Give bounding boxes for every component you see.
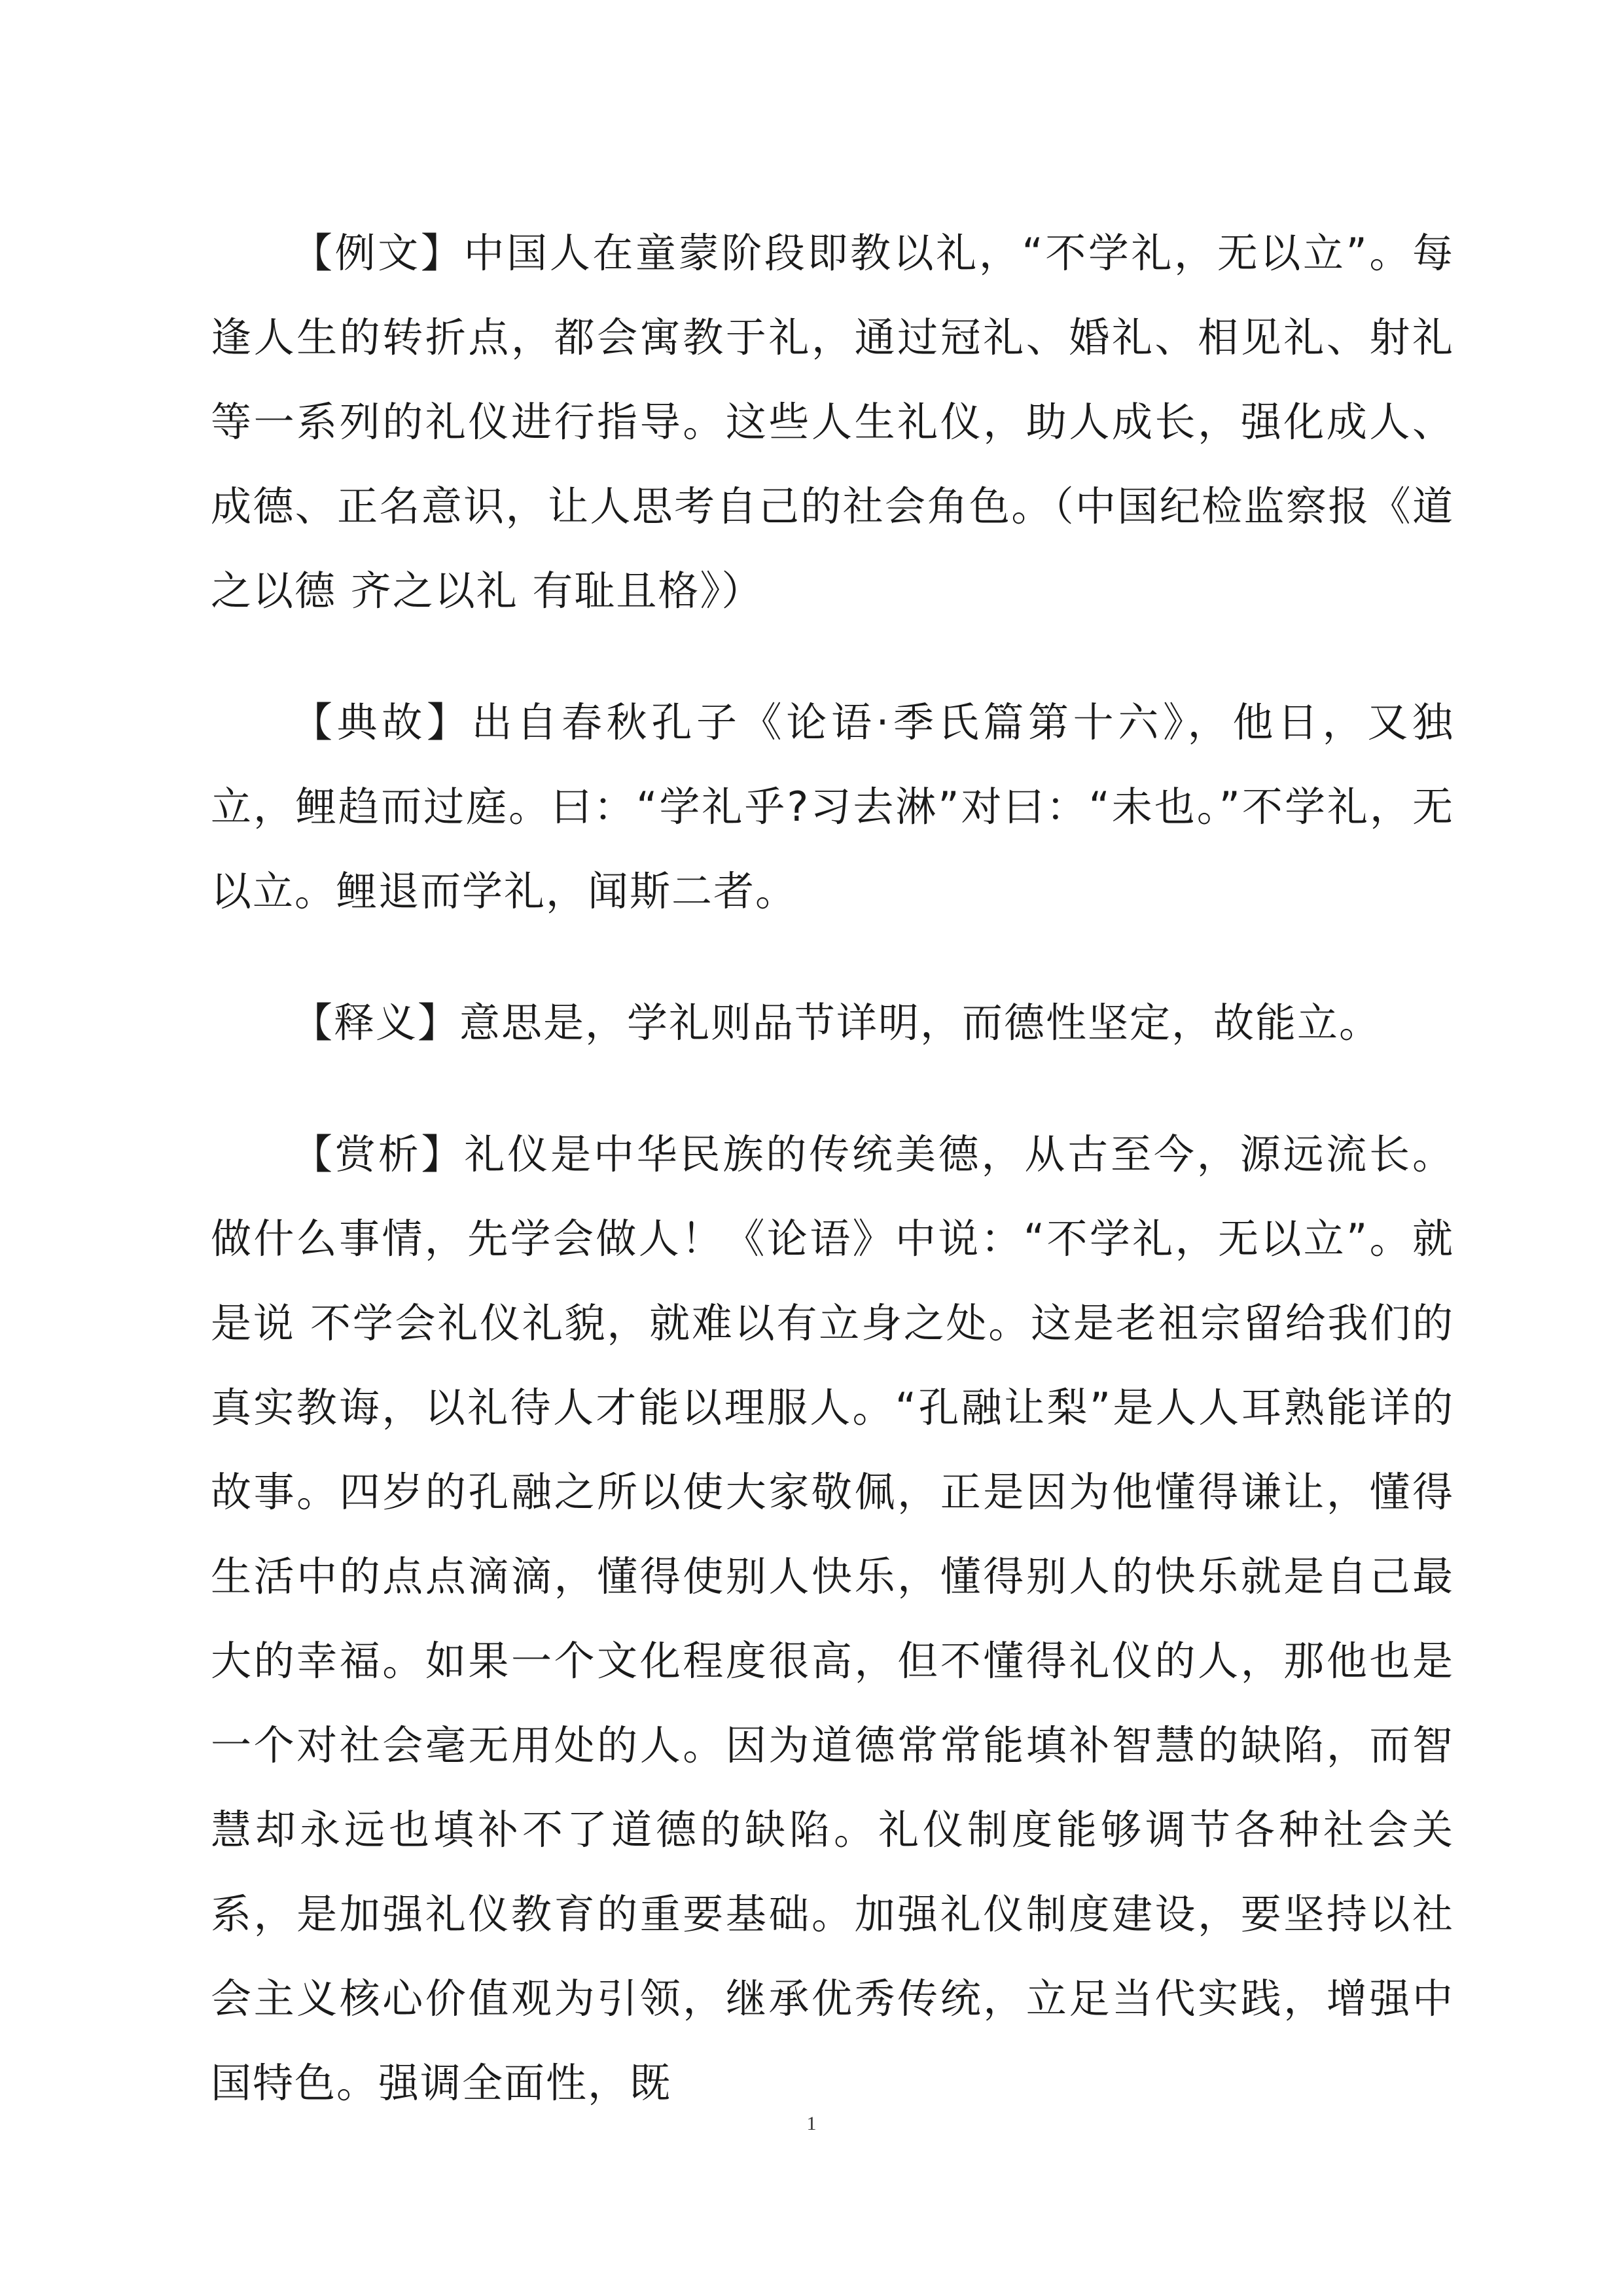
paragraph-allusion — [211, 680, 1454, 933]
paragraph-appreciation — [211, 1112, 1454, 2125]
paragraph-example — [211, 211, 1454, 633]
text-allusion: 出自春秋孔子《论语·季氏篇第十六》，他日，又独立，鲤趋而过庭。曰：“学礼乎?习去淋”对曰：“未也。”不学礼，无以立。鲤退而学礼，闻斯二者。 — [211, 698, 1454, 915]
tag-example: 【例文】 — [292, 229, 464, 277]
document-body — [211, 211, 1454, 2172]
tag-allusion: 【典故】 — [292, 698, 472, 746]
page-number: 1 — [806, 2113, 817, 2134]
text-example: 中国人在童蒙阶段即教以礼，“不学礼，无以立”。每逢人生的转折点，都会寓教于礼，通过冠礼、婚礼、相见礼、射礼等一系列的礼仪进行指导。这些人生礼仪，助人成长，强化成人、成德、正名意识，让人思考自己的社会角色。（中国纪检监察报《道之以德 齐之以礼 有耻且格》） — [211, 229, 1454, 615]
tag-interpretation: 【释义】 — [292, 999, 460, 1047]
tag-appreciation: 【赏析】 — [292, 1130, 465, 1178]
text-appreciation: 礼仪是中华民族的传统美德，从古至今，源远流长。做什么事情，先学会做人！《论语》中说：“不学礼，无以立”。就是说 不学会礼仪礼貌，就难以有立身之处。这是老祖宗留给我们的真实教诲，以礼待人才能以理服人。“孔融让梨”是人人耳熟能详的故事。四岁的孔融之所以使大家敬佩，正是因为他懂得谦让，懂得生活中的点点滴滴，懂得使别人快乐，懂得别人的快乐就是自己最大的幸福。如果一个文化程度很高，但不懂得礼仪的人，那他也是一个对社会毫无用处的人。因为道德常常能填补智慧的缺陷，而智慧却永远也填补不了道德的缺陷。礼仪制度能够调节各种社会关系，是加强礼仪教育的重要基础。加强礼仪制度建设，要坚持以社会主义核心价值观为引领，继承优秀传统，立足当代实践，增强中国特色。强调全面性，既 — [211, 1130, 1454, 2107]
paragraph-interpretation — [211, 980, 1454, 1065]
text-interpretation: 意思是，学礼则品节详明，而德性坚定，故能立。 — [459, 999, 1382, 1047]
